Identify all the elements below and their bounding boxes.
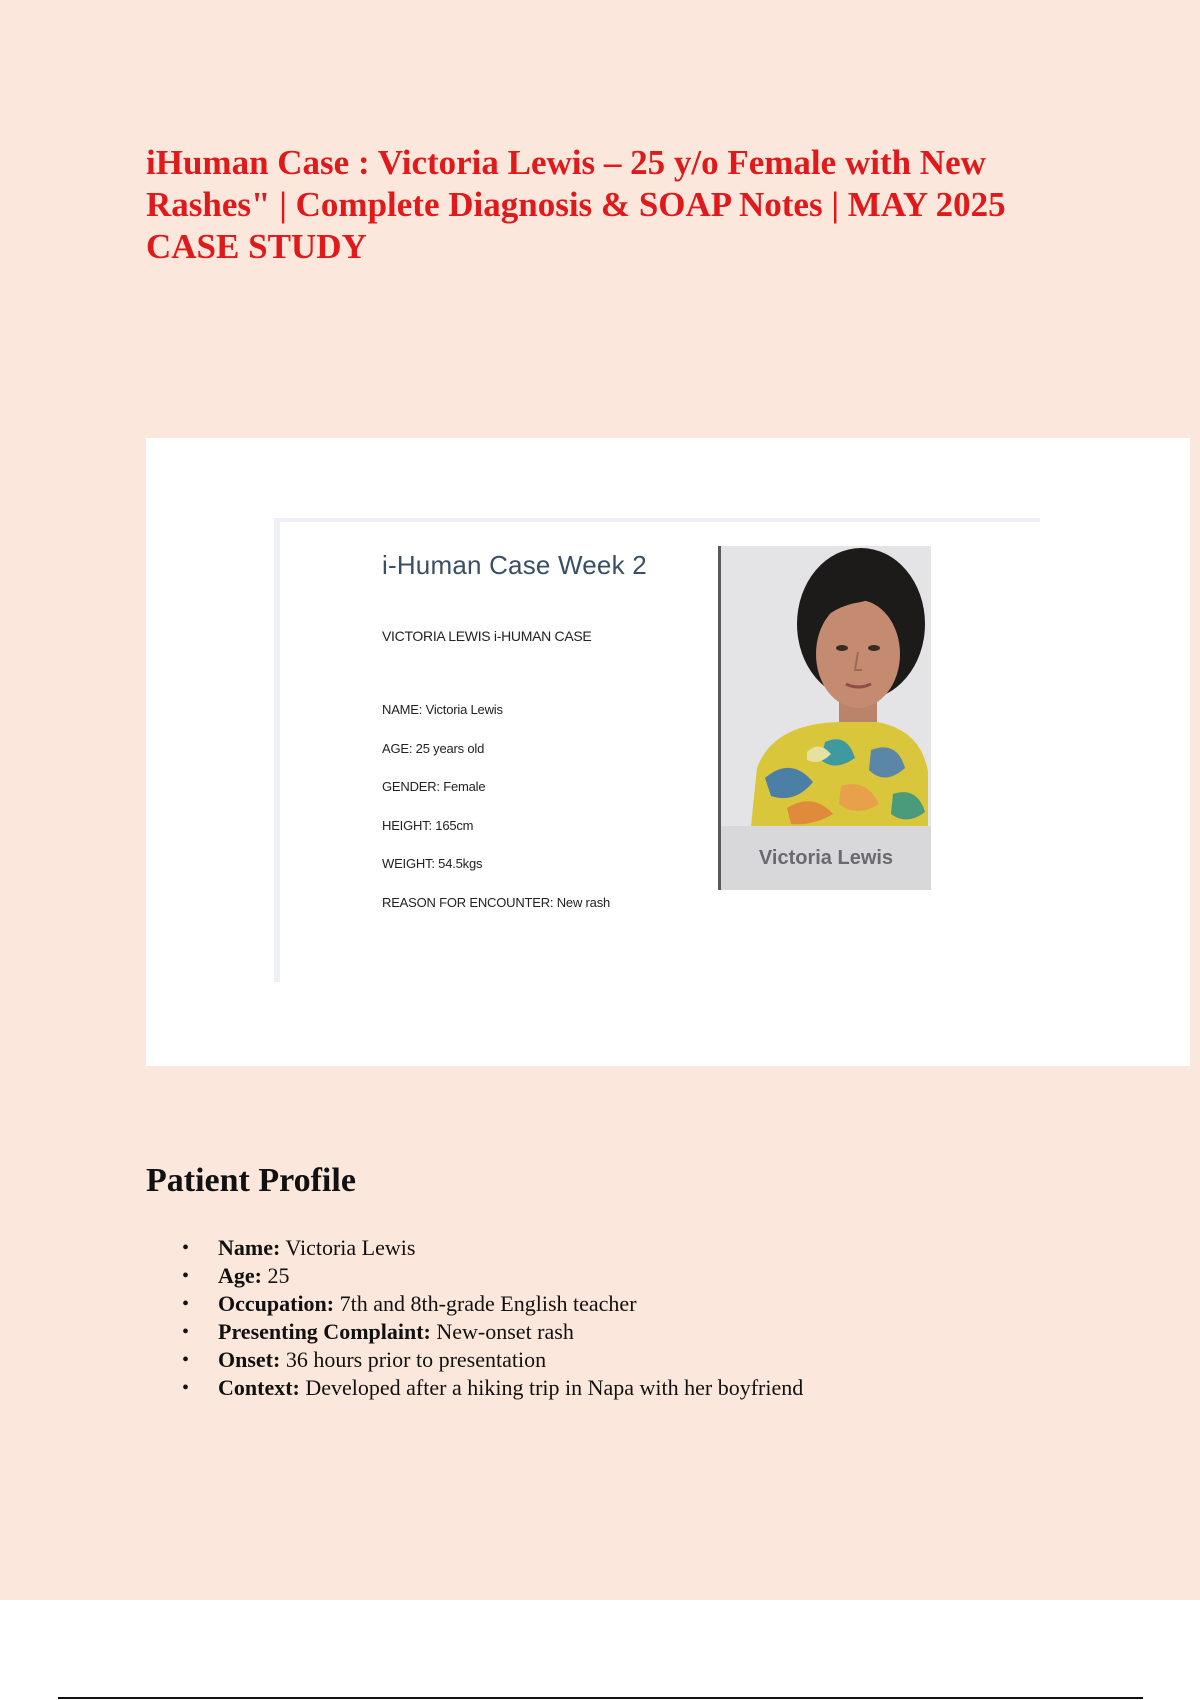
portrait-caption: Victoria Lewis bbox=[721, 826, 931, 890]
slide-fact-gender: GENDER: Female bbox=[382, 779, 486, 794]
slide-fact-list bbox=[382, 702, 610, 933]
slide-fact-reason: REASON FOR ENCOUNTER: New rash bbox=[382, 894, 611, 910]
slide-fact-height: HEIGHT: 165cm bbox=[382, 817, 474, 833]
profile-item-age bbox=[182, 1262, 803, 1290]
profile-item-complaint bbox=[182, 1318, 803, 1346]
profile-value: 25 bbox=[261, 1263, 290, 1288]
footer-divider bbox=[58, 1697, 1143, 1699]
profile-value: Developed after a hiking trip in Napa with her boyfriend bbox=[299, 1375, 804, 1400]
profile-label: Age: bbox=[218, 1263, 262, 1288]
slide-title: i-Human Case Week 2 bbox=[382, 550, 647, 580]
document-title: iHuman Case : Victoria Lewis – 25 y/o Female with New Rashes" | Complete Diagnosis & SOAP Notes | MAY 2025 CASE STUDY bbox=[146, 143, 1006, 266]
profile-label: Onset: bbox=[218, 1347, 281, 1372]
patient-portrait bbox=[718, 546, 931, 890]
profile-label: Presenting Complaint: bbox=[218, 1319, 431, 1344]
profile-item-occupation bbox=[182, 1290, 803, 1318]
profile-value: Victoria Lewis bbox=[280, 1235, 416, 1260]
patient-profile-heading: Patient Profile bbox=[146, 1162, 356, 1199]
patient-profile-list bbox=[182, 1234, 803, 1402]
profile-item-onset bbox=[182, 1346, 803, 1374]
slide-fact-weight: WEIGHT: 54.5kgs bbox=[382, 856, 483, 871]
profile-item-name bbox=[182, 1234, 803, 1262]
profile-value: 7th and 8th-grade English teacher bbox=[334, 1291, 637, 1316]
slide-subtitle: VICTORIA LEWIS i-HUMAN CASE bbox=[382, 628, 592, 644]
patient-avatar-illustration bbox=[721, 546, 928, 826]
hero-image-card bbox=[146, 438, 1190, 1066]
profile-label: Name: bbox=[218, 1235, 281, 1260]
profile-value: New-onset rash bbox=[430, 1319, 574, 1344]
profile-label: Context: bbox=[218, 1375, 300, 1400]
profile-value: 36 hours prior to presentation bbox=[280, 1347, 547, 1372]
profile-label: Occupation: bbox=[218, 1291, 335, 1316]
slide-fact-name: NAME: Victoria Lewis bbox=[382, 702, 503, 717]
slide-fact-age: AGE: 25 years old bbox=[382, 740, 485, 756]
case-slide-image bbox=[274, 518, 1040, 982]
profile-item-context bbox=[182, 1374, 803, 1402]
